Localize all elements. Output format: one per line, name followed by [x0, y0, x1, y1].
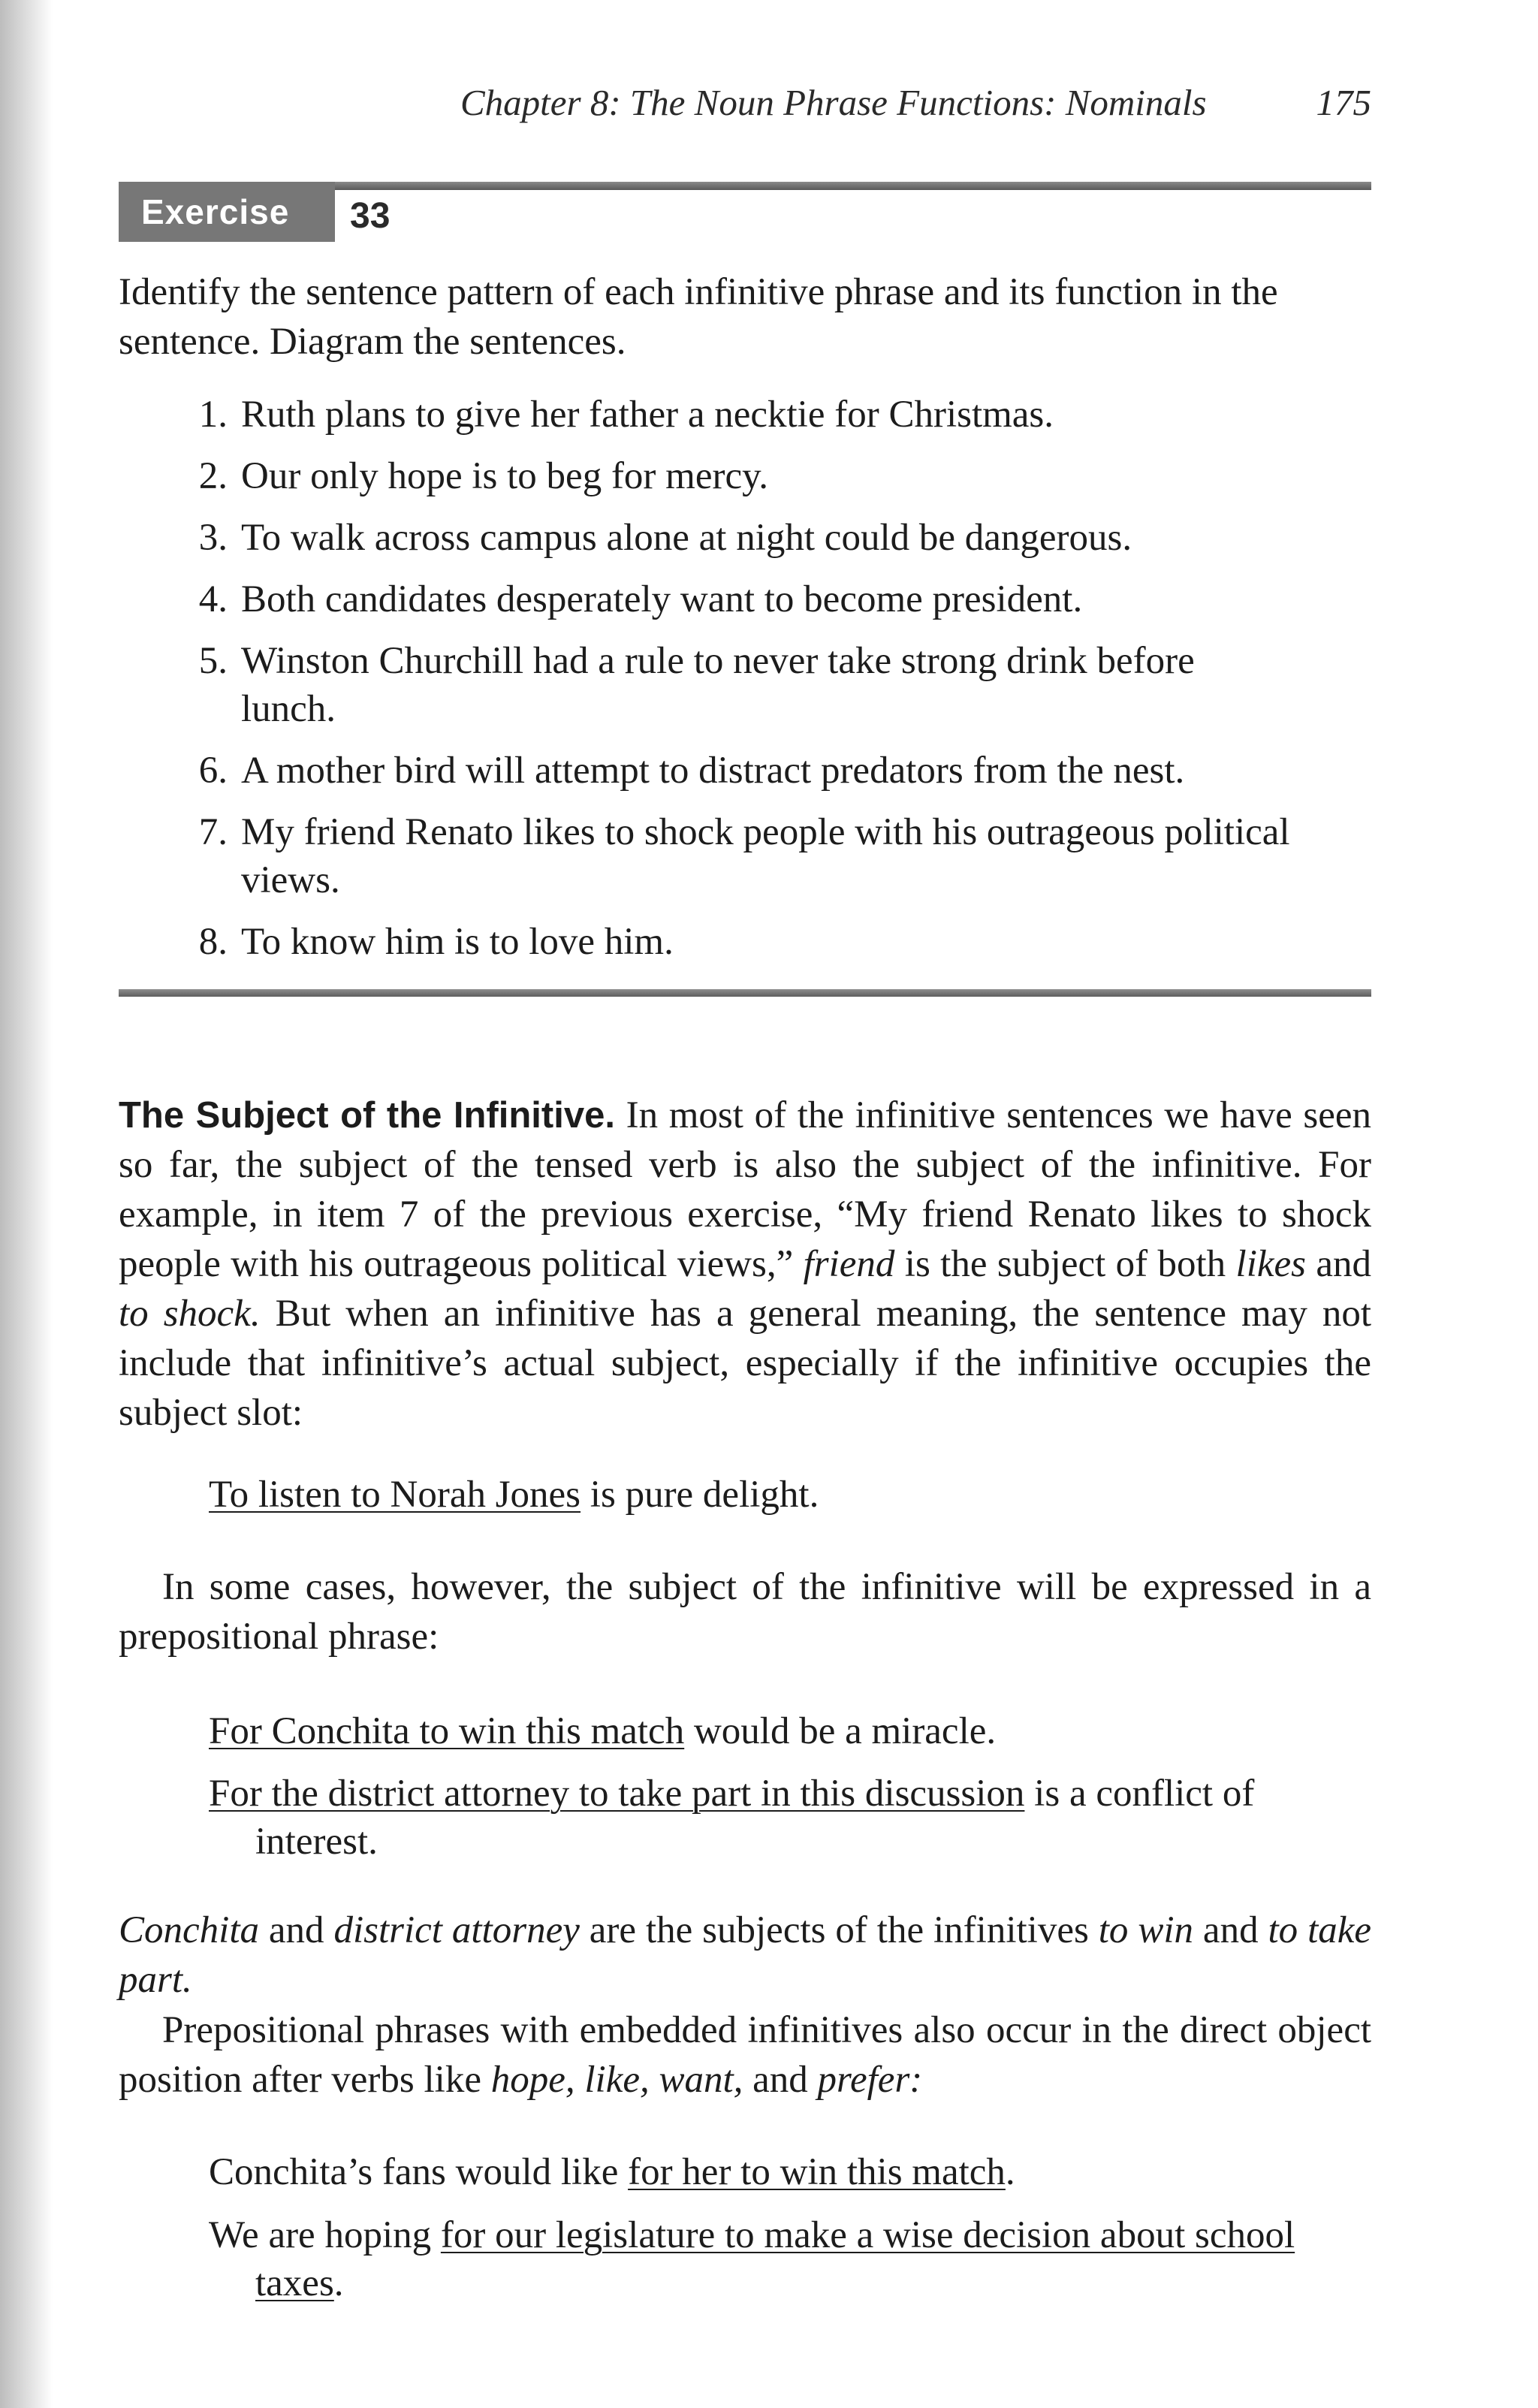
example-sentence [209, 2211, 1352, 2307]
exercise-top-rule [239, 182, 1371, 190]
underlined-phrase: for our legislature to make a wise decision about school taxes [255, 2214, 1295, 2304]
exercise-item [119, 391, 1371, 439]
item-text: Both candidates desperately want to become president. [241, 578, 1083, 620]
exercise-item [119, 514, 1371, 562]
example-text: We are hoping [209, 2214, 441, 2256]
example-text: is a conflict of interest. [255, 1773, 1255, 1863]
paragraph-text: But when an infinitive has a general meaning, the sentence may not include that infinitive’s actual subject, especially if the infinitive occupies the subject slot: [119, 1293, 1372, 1434]
example-sentence [209, 2148, 1352, 2196]
exercise-item [119, 747, 1371, 795]
page-gutter-shadow [0, 0, 53, 2408]
exercise-item [119, 637, 1371, 733]
paragraph-text: In most of the infinitive sentences we have seen so far, the subject of the tensed verb is also the subject of the infinitive. For example, in item 7 of the previous exercise, “My friend Renato likes to shock people with his outrageous political views,” [119, 1094, 1371, 1285]
underlined-phrase: To listen to Norah Jones [209, 1474, 581, 1516]
example-text: . [333, 2262, 344, 2304]
underlined-phrase: for her to win this match [628, 2151, 1006, 2193]
exercise-label: Exercise [119, 182, 335, 242]
running-head [119, 81, 1371, 126]
paragraph-italic: likes [1235, 1243, 1306, 1285]
item-number: 1. [198, 394, 228, 436]
example-text: is pure delight. [581, 1474, 819, 1516]
paragraph-text: and [1193, 1909, 1268, 1951]
body-paragraph [119, 2005, 1371, 2105]
paragraph-italic: to win [1098, 1909, 1194, 1951]
paragraph-text: are the subjects of the infinitives [579, 1909, 1099, 1951]
section-heading: The Subject of the Infinitive. [119, 1095, 615, 1136]
running-head-title: Chapter 8: The Noun Phrase Functions: Nominals [460, 82, 1207, 123]
exercise-header [119, 182, 1371, 242]
item-number: 8. [198, 921, 228, 963]
example-text: would be a miracle. [684, 1710, 997, 1752]
item-number: 7. [198, 811, 228, 853]
paragraph-italic: Conchita [119, 1909, 259, 1951]
body-paragraph: In some cases, however, the subject of the infinitive will be expressed in a prepositional phrase: [119, 1566, 1371, 1658]
paragraph-italic: hope, like, want, [490, 2059, 743, 2101]
exercise-item [119, 575, 1371, 623]
exercise-number: 33 [350, 196, 391, 236]
exercise-list [119, 391, 1371, 979]
paragraph-text: and [743, 2059, 818, 2101]
example-sentence [209, 1770, 1352, 1866]
paragraph-text: is the subject of both [894, 1243, 1236, 1285]
page-number: 175 [1316, 82, 1371, 123]
exercise-item [119, 452, 1371, 500]
item-text: My friend Renato likes to shock people with his outrageous political views. [241, 811, 1290, 901]
item-text: To walk across campus alone at night could be dangerous. [241, 517, 1132, 559]
exercise-instructions: Identify the sentence pattern of each infinitive phrase and its function in the sentence. Diagram the sentences. [119, 271, 1278, 363]
example-sentence [209, 1471, 1352, 1519]
item-number: 4. [198, 578, 228, 620]
example-sentence [209, 1707, 1352, 1755]
underlined-phrase: For Conchita to win this match [209, 1710, 685, 1752]
example-text: . [1005, 2151, 1015, 2193]
paragraph-text: and [1306, 1243, 1372, 1285]
item-text: Ruth plans to give her father a necktie for Christmas. [241, 394, 1054, 436]
body-paragraph [119, 1906, 1371, 2005]
item-number: 5. [198, 640, 228, 682]
item-text: Winston Churchill had a rule to never take strong drink before lunch. [241, 640, 1195, 730]
example-text: Conchita’s fans would like [209, 2151, 629, 2193]
item-number: 6. [198, 750, 228, 792]
item-number: 3. [198, 517, 228, 559]
paragraph-text: Prepositional phrases with embedded infinitives also occur in the direct object position after verbs like [119, 2009, 1371, 2101]
underlined-phrase: For the district attorney to take part in this discussion [209, 1773, 1025, 1815]
item-number: 2. [198, 455, 228, 497]
paragraph-italic: district attorney [333, 1909, 580, 1951]
paragraph-italic: to shock. [119, 1293, 261, 1335]
item-text: To know him is to love him. [241, 921, 674, 963]
item-text: A mother bird will attempt to distract predators from the nest. [241, 750, 1185, 792]
item-text: Our only hope is to beg for mercy. [241, 455, 769, 497]
exercise-item [119, 808, 1371, 904]
paragraph-text: and [259, 1909, 334, 1951]
section-paragraph-subject-of-infinitive [119, 1091, 1371, 1438]
exercise-item [119, 918, 1371, 966]
paragraph-italic: prefer: [817, 2059, 923, 2101]
paragraph-italic: friend [803, 1243, 895, 1285]
paragraph-italic: to take part. [119, 1909, 1372, 2001]
exercise-bottom-rule [119, 989, 1371, 997]
